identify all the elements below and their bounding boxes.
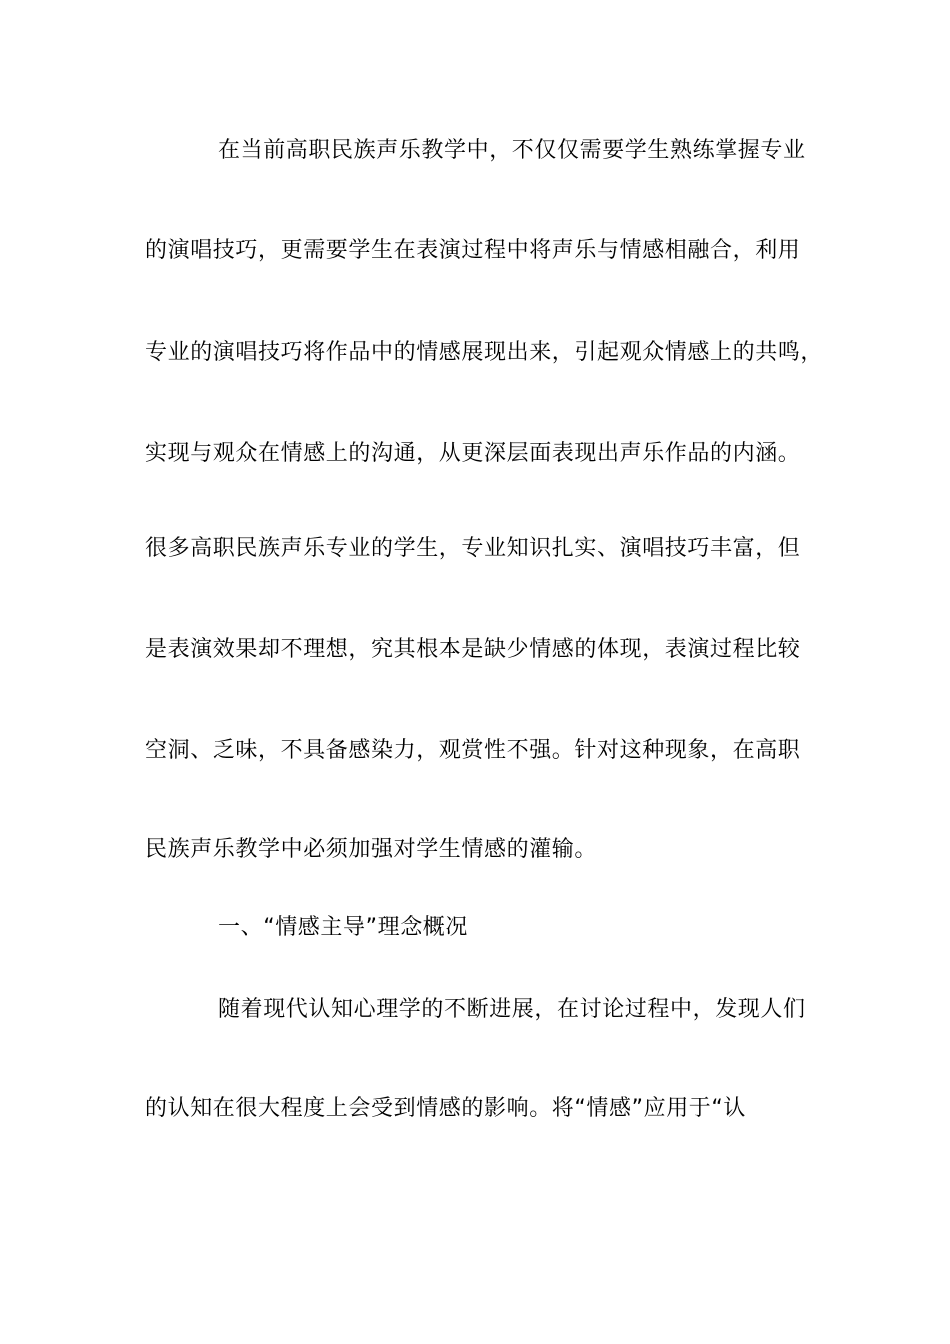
- paragraph-1-line-1: 在当前高职民族声乐教学中，不仅仅需要学生熟练掌握专业: [218, 138, 806, 163]
- paragraph-1-line-8: 民族声乐教学中必须加强对学生情感的灌输。: [145, 837, 598, 862]
- paragraph-1-line-4: 实现与观众在情感上的沟通，从更深层面表现出声乐作品的内涵。: [145, 441, 801, 466]
- paragraph-1-line-6: 是表演效果却不理想，究其根本是缺少情感的体现，表演过程比较: [145, 637, 801, 662]
- paragraph-1-line-7: 空洞、乏味，不具备感染力，观赏性不强。针对这种现象，在高职: [145, 738, 801, 763]
- paragraph-1-line-2: 的演唱技巧，更需要学生在表演过程中将声乐与情感相融合，利用: [145, 238, 801, 263]
- paragraph-2-line-1: 随着现代认知心理学的不断进展，在讨论过程中，发现人们: [218, 997, 806, 1022]
- section-heading: 一、“情感主导”理念概况: [218, 915, 468, 940]
- paragraph-2-line-2: 的认知在很大程度上会受到情感的影响。将“情感”应用于“认: [145, 1096, 746, 1121]
- paragraph-1-line-3: 专业的演唱技巧将作品中的情感展现出来，引起观众情感上的共鸣，: [145, 340, 824, 365]
- paragraph-1-line-5: 很多高职民族声乐专业的学生，专业知识扎实、演唱技巧丰富，但: [145, 536, 801, 561]
